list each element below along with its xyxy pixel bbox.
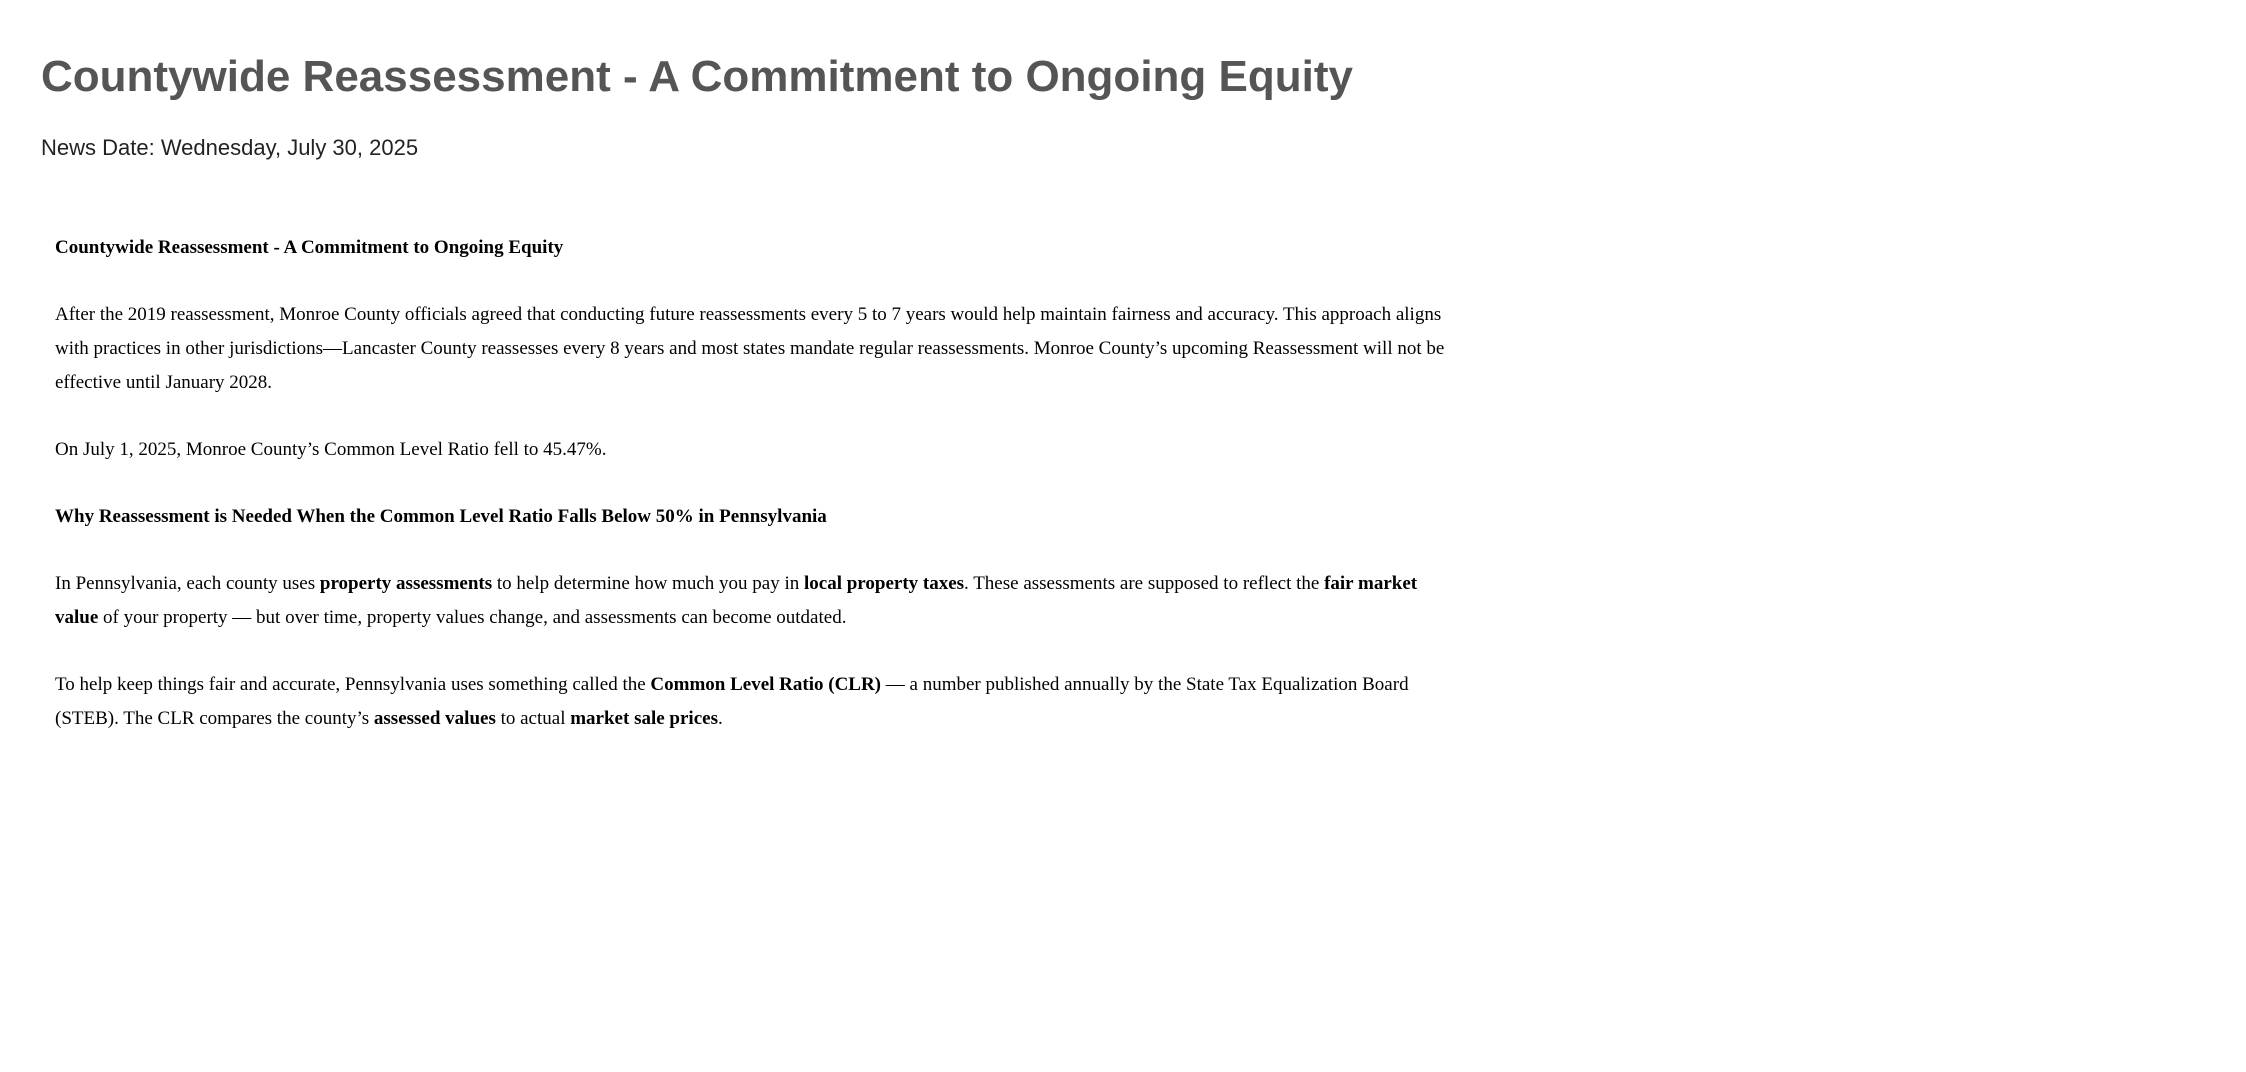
p3-text: to help determine how much you pay in xyxy=(492,573,804,594)
article-heading xyxy=(55,231,563,265)
p3-text: In Pennsylvania, each county uses xyxy=(55,573,320,594)
p3-bold-term: fair market xyxy=(1324,573,1418,594)
paragraph-3-line-2 xyxy=(55,601,846,635)
paragraph-4-line-1 xyxy=(55,668,1409,702)
p3-bold-term: value xyxy=(55,607,99,628)
paragraph-3-line-1 xyxy=(55,567,1417,601)
paragraph-1-line-2: with practices in other jurisdictions—Lancaster County reassesses every 8 years and most states mandate regular reassessments. Monroe County’s upcoming Reassessment will not be xyxy=(55,338,1445,359)
paragraph-2: On July 1, 2025, Monroe County’s Common Level Ratio fell to 45.47%. xyxy=(55,439,607,460)
p4-bold-term: market sale prices xyxy=(570,708,718,729)
article-heading-text: Countywide Reassessment - A Commitment to Ongoing Equity xyxy=(55,237,564,258)
p3-text: of your property — but over time, property values change, and assessments can become outdated. xyxy=(98,607,847,628)
p4-text: — a number published annually by the State Tax Equalization Board xyxy=(881,674,1409,695)
paragraph-1-line-3: effective until January 2028. xyxy=(55,372,273,393)
article-subheading-text: Why Reassessment is Needed When the Common Level Ratio Falls Below 50% in Pennsylvania xyxy=(55,506,827,527)
page-title: Countywide Reassessment - A Commitment to Ongoing Equity xyxy=(41,52,1353,101)
p3-bold-term: local property taxes xyxy=(803,573,965,594)
p4-text: (STEB). The CLR compares the county’s xyxy=(55,708,374,729)
paragraph-1-line-1: After the 2019 reassessment, Monroe County officials agreed that conducting future reassessments every 5 to 7 years would help maintain fairness and accuracy. This approach aligns xyxy=(55,304,1442,325)
paragraph-4-line-2 xyxy=(55,702,723,736)
p4-text: . xyxy=(717,708,723,729)
p4-bold-term: assessed values xyxy=(373,708,496,729)
p4-bold-term: Common Level Ratio (CLR) xyxy=(650,674,882,695)
article-subheading xyxy=(55,500,827,534)
p4-text: To help keep things fair and accurate, Pennsylvania uses something called the xyxy=(55,674,651,695)
p3-text: . These assessments are supposed to reflect the xyxy=(964,573,1325,594)
p4-text: to actual xyxy=(495,708,571,729)
p3-bold-term: property assessments xyxy=(319,573,493,594)
news-date: News Date: Wednesday, July 30, 2025 xyxy=(41,135,419,160)
